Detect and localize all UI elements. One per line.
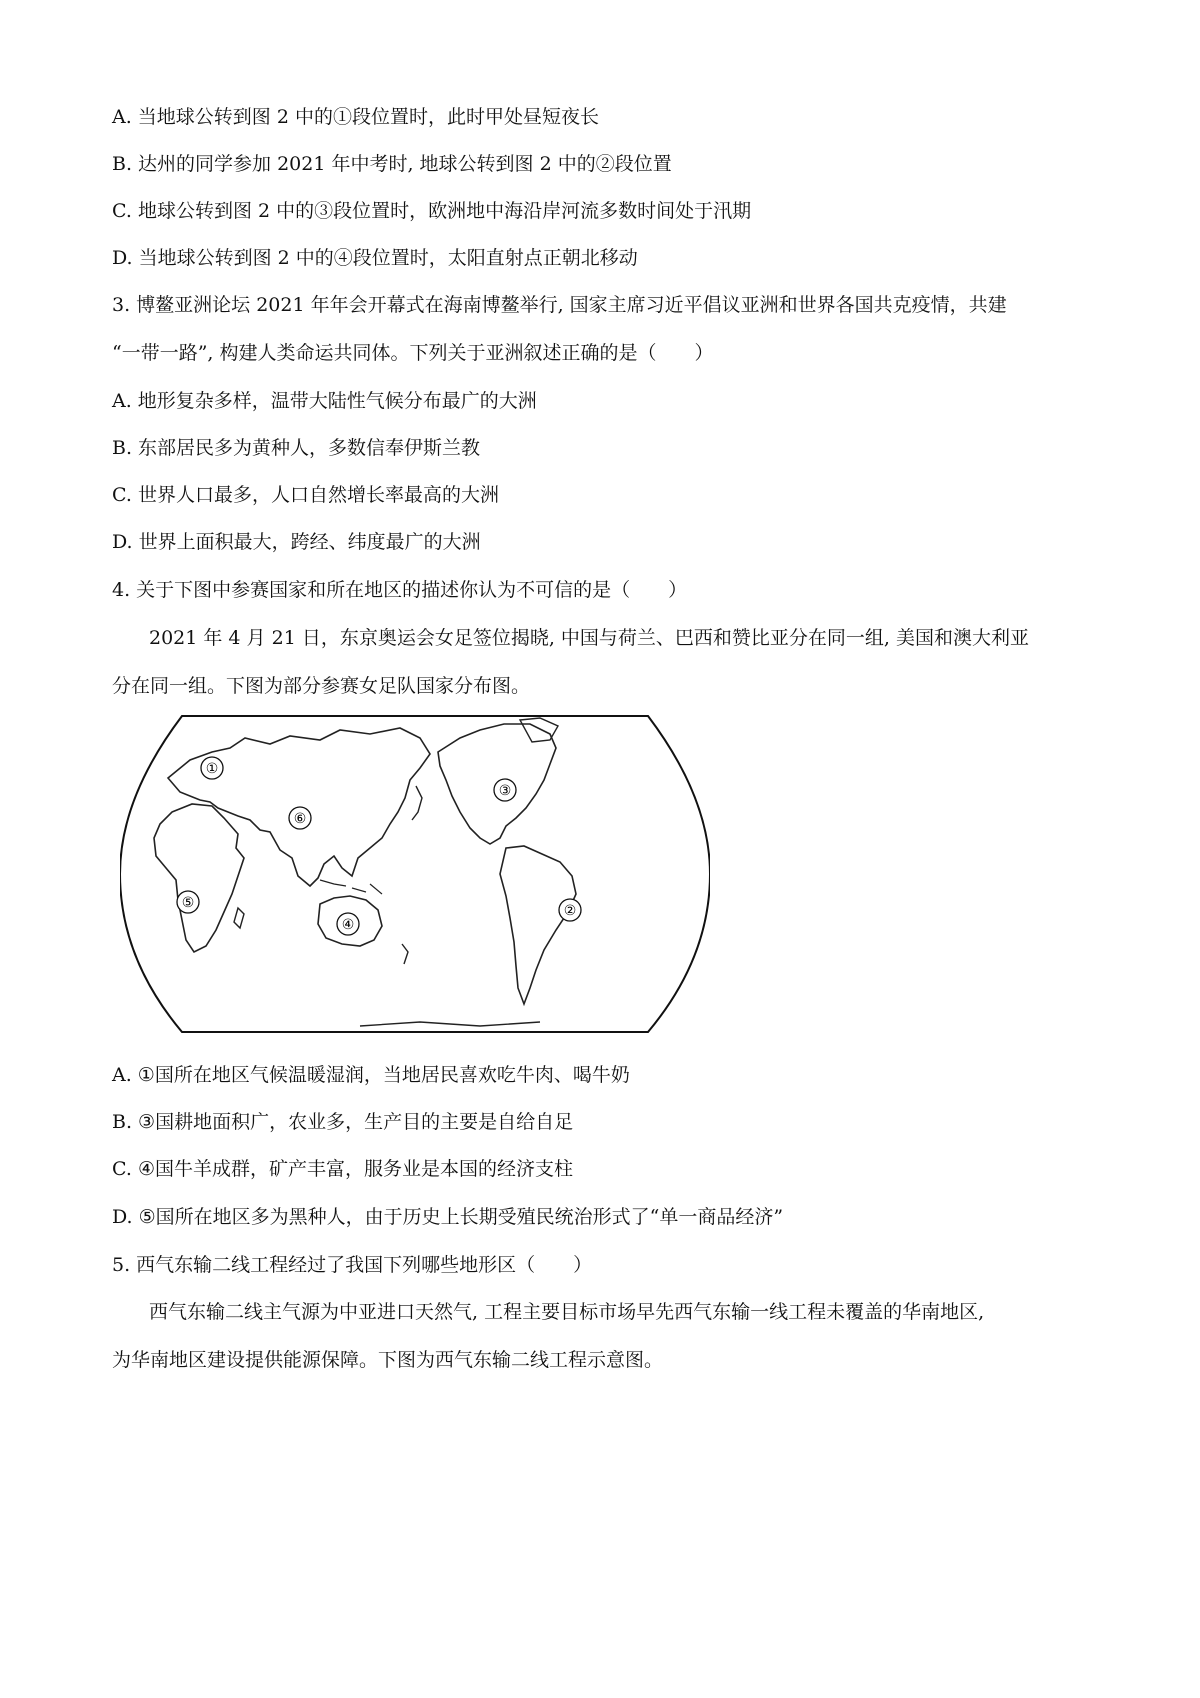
marker-2 xyxy=(559,899,581,921)
world-map xyxy=(120,708,710,1040)
q3-option-a: A. 地形复杂多样，温带大陆性气候分布最广的大洲 xyxy=(112,390,537,412)
marker-6-label: ⑥ xyxy=(293,811,307,827)
q2-option-c: C. 地球公转到图 2 中的③段位置时，欧洲地中海沿岸河流多数时间处于汛期 xyxy=(112,200,752,222)
q5-material-line2: 为华南地区建设提供能源保障。下图为西气东输二线工程示意图。 xyxy=(112,1349,664,1371)
q3-option-b: B. 东部居民多为黄种人，多数信奉伊斯兰教 xyxy=(112,437,481,459)
marker-6 xyxy=(289,807,311,829)
q5-stem: 5. 西气东输二线工程经过了我国下列哪些地形区（ ） xyxy=(112,1254,593,1276)
q4-stem: 4. 关于下图中参赛国家和所在地区的描述你认为不可信的是（ ） xyxy=(112,579,688,601)
q4-material-line2: 分在同一组。下图为部分参赛女足队国家分布图。 xyxy=(112,675,531,697)
q4-option-d: D. ⑤国所在地区多为黑种人，由于历史上长期受殖民统治形式了“单一商品经济” xyxy=(112,1206,784,1228)
marker-3-label: ③ xyxy=(498,783,512,799)
marker-5 xyxy=(177,891,199,913)
world-map-figure xyxy=(120,708,710,1040)
q2-option-d: D. 当地球公转到图 2 中的④段位置时，太阳直射点正朝北移动 xyxy=(112,247,638,269)
q4-option-a: A. ①国所在地区气候温暖湿润，当地居民喜欢吃牛肉、喝牛奶 xyxy=(112,1064,630,1086)
marker-5-label: ⑤ xyxy=(181,895,195,911)
q4-option-b: B. ③国耕地面积广，农业多，生产目的主要是自给自足 xyxy=(112,1111,574,1133)
q3-stem-line2: “一带一路”, 构建人类命运共同体。下列关于亚洲叙述正确的是（ ） xyxy=(112,342,714,364)
q4-material-line1: 2021 年 4 月 21 日，东京奥运会女足签位揭晓, 中国与荷兰、巴西和赞比亚分在同一组, 美国和澳大利亚 xyxy=(149,627,1029,649)
q2-option-a: A. 当地球公转到图 2 中的①段位置时，此时甲处昼短夜长 xyxy=(112,106,599,128)
marker-4 xyxy=(337,913,359,935)
marker-1 xyxy=(201,757,223,779)
marker-1-label: ① xyxy=(205,761,219,777)
q5-material-line1: 西气东输二线主气源为中亚进口天然气, 工程主要目标市场早先西气东输一线工程未覆盖的华南地区, xyxy=(149,1301,985,1323)
q3-stem-line1: 3. 博鳌亚洲论坛 2021 年年会开幕式在海南博鳌举行, 国家主席习近平倡议亚洲和世界各国共克疫情，共建 xyxy=(112,294,1007,316)
marker-4-label: ④ xyxy=(341,917,355,933)
marker-3 xyxy=(494,779,516,801)
q2-option-b: B. 达州的同学参加 2021 年中考时, 地球公转到图 2 中的②段位置 xyxy=(112,153,672,175)
q3-option-c: C. 世界人口最多，人口自然增长率最高的大洲 xyxy=(112,484,499,506)
marker-2-label: ② xyxy=(563,903,577,919)
q4-option-c: C. ④国牛羊成群，矿产丰富，服务业是本国的经济支柱 xyxy=(112,1158,573,1180)
q3-option-d: D. 世界上面积最大，跨经、纬度最广的大洲 xyxy=(112,531,481,553)
